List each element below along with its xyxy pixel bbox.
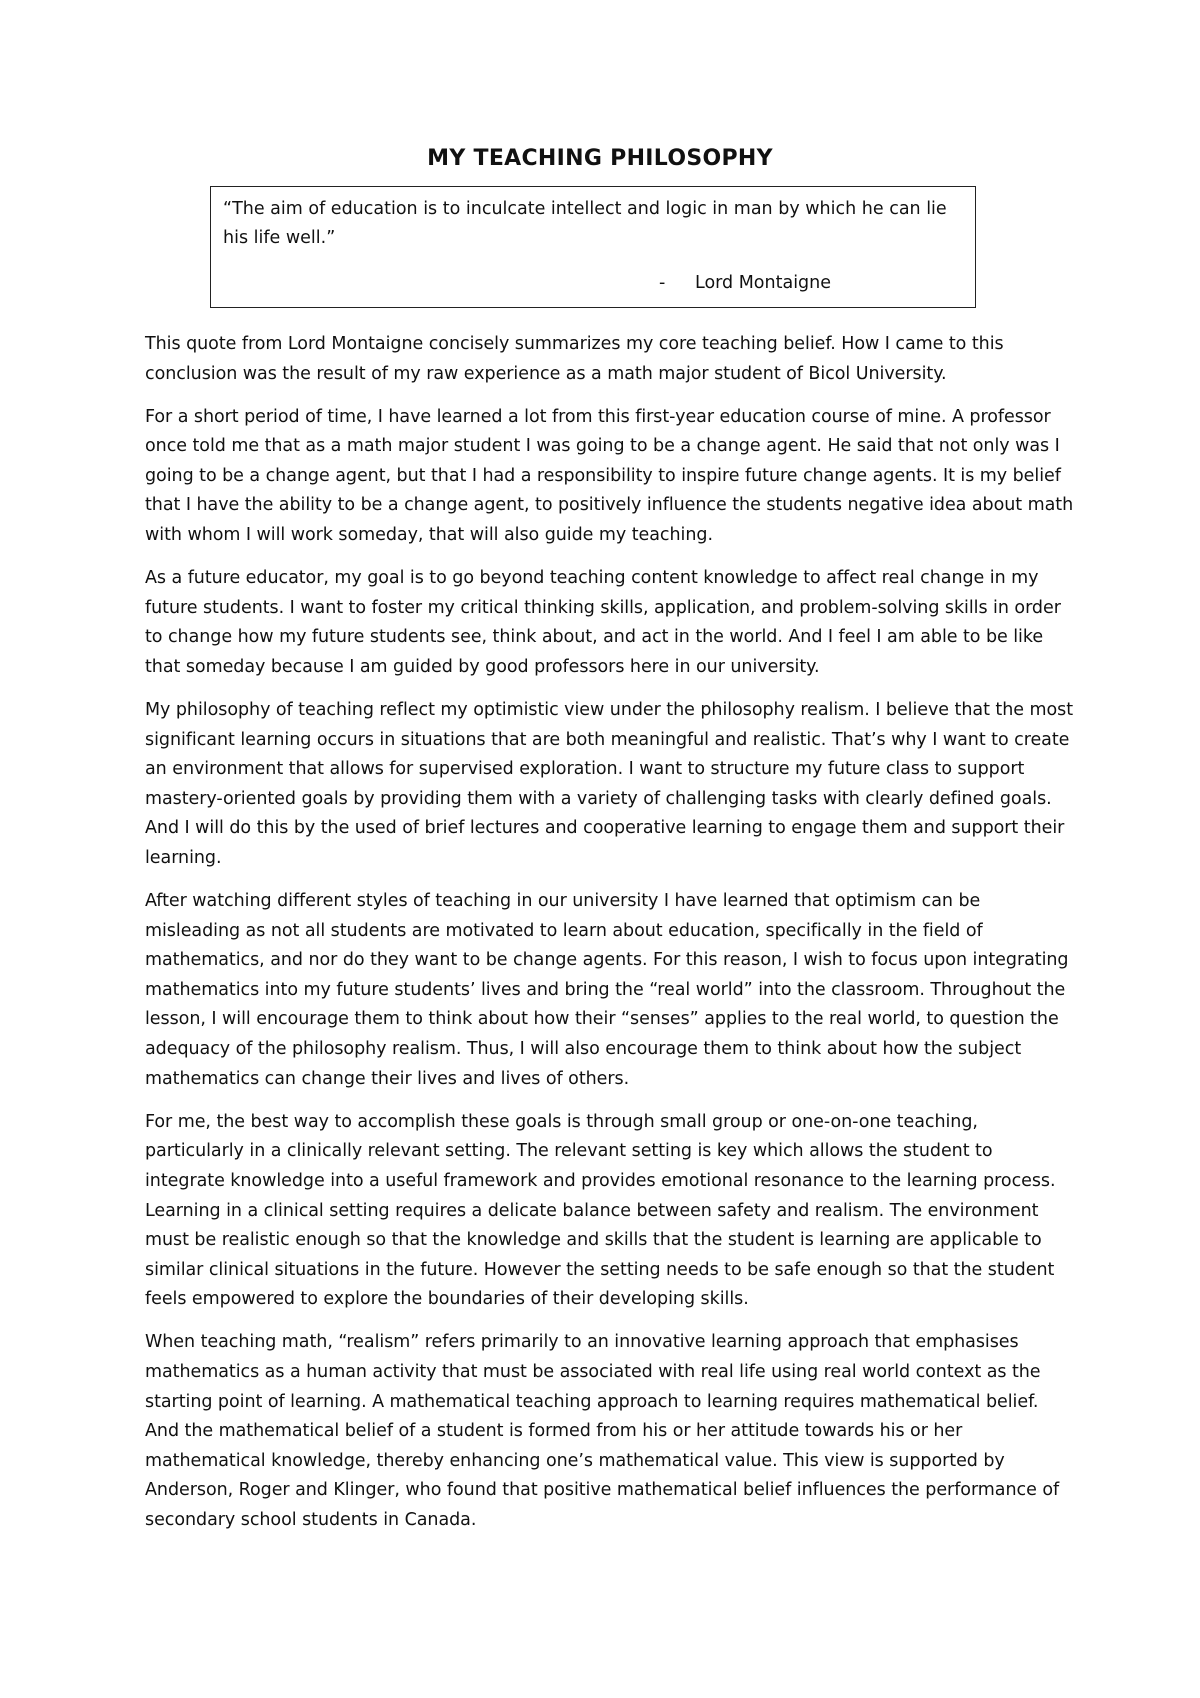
paragraph-4: My philosophy of teaching reflect my optimistic view under the philosophy realism. I believe that the most significant learning occurs in situations that are both meaningful and realistic. That’s why I want to create an environment that allows for supervised exploration. I want to structure my future class to support mastery-oriented goals by providing them with a variety of challenging tasks with clearly defined goals. And I will do this by the used of brief lectures and cooperative learning to engage them and support their learning. xyxy=(145,700,1074,868)
quote-text: “The aim of education is to inculcate intellect and logic in man by which he can lie his life well.” xyxy=(223,199,947,248)
paragraph-1: This quote from Lord Montaigne concisely summarizes my core teaching belief. How I came to this conclusion was the result of my raw experience as a math major student of Bicol University. xyxy=(145,334,1004,384)
paragraph-2: For a short period of time, I have learned a lot from this first-year education course of mine. A professor once told me that as a math major student I was going to be a change agent. He said that not only was I going to be a change agent, but that I had a responsibility to inspire future change agents. It is my belief that I have the ability to be a change agent, to positively influence the students negative idea about math with whom I will work someday, that will also guide my teaching. xyxy=(145,406,1074,546)
attribution-dash: - xyxy=(659,273,666,293)
quote-attribution xyxy=(659,270,831,296)
paragraph-6: For me, the best way to accomplish these goals is through small group or one-on-one teaching, particularly in a clinically relevant setting. The relevant setting is key which allows the student to integrate knowledge into a useful framework and provides emotional resonance to the learning process. Learning in a clinical setting requires a delicate balance between safety and realism. The environment must be realistic enough so that the knowledge and skills that the student is learning are applicable to similar clinical situations in the future. However the setting needs to be safe enough so that the student feels empowered to explore the boundaries of their developing skills. xyxy=(145,1111,1056,1310)
paragraph-3: As a future educator, my goal is to go beyond teaching content knowledge to affect real change in my future students. I want to foster my critical thinking skills, application, and problem-solving skills in order to change how my future students see, think about, and act in the world. And I feel I am able to be like that someday because I am guided by good professors here in our university. xyxy=(145,568,1061,677)
paragraph-7: When teaching math, “realism” refers primarily to an innovative learning approach that emphasises mathematics as a human activity that must be associated with real life using real world context as the starting point of learning. A mathematical teaching approach to learning requires mathematical belief. And the mathematical belief of a student is formed from his or her attitude towards his or her mathematical knowledge, thereby enhancing one’s mathematical value. This view is supported by Anderson, Roger and Klinger, who found that positive mathematical belief influences the performance of secondary school students in Canada. xyxy=(145,1332,1060,1530)
quote-author: Lord Montaigne xyxy=(695,273,832,293)
document-body xyxy=(145,330,1075,1549)
document-title: MY TEACHING PHILOSOPHY xyxy=(427,146,773,171)
quote-box xyxy=(210,186,976,308)
paragraph-5: After watching different styles of teaching in our university I have learned that optimism can be misleading as not all students are motivated to learn about education, specifically in the field of mathematics, and nor do they want to be change agents. For this reason, I wish to focus upon integrating mathematics into my future students’ lives and bring the “real world” into the classroom. Throughout the lesson, I will encourage them to think about how their “senses” applies to the real world, to question the adequacy of the philosophy realism. Thus, I will also encourage them to think about how the subject mathematics can change their lives and lives of others. xyxy=(145,891,1069,1089)
